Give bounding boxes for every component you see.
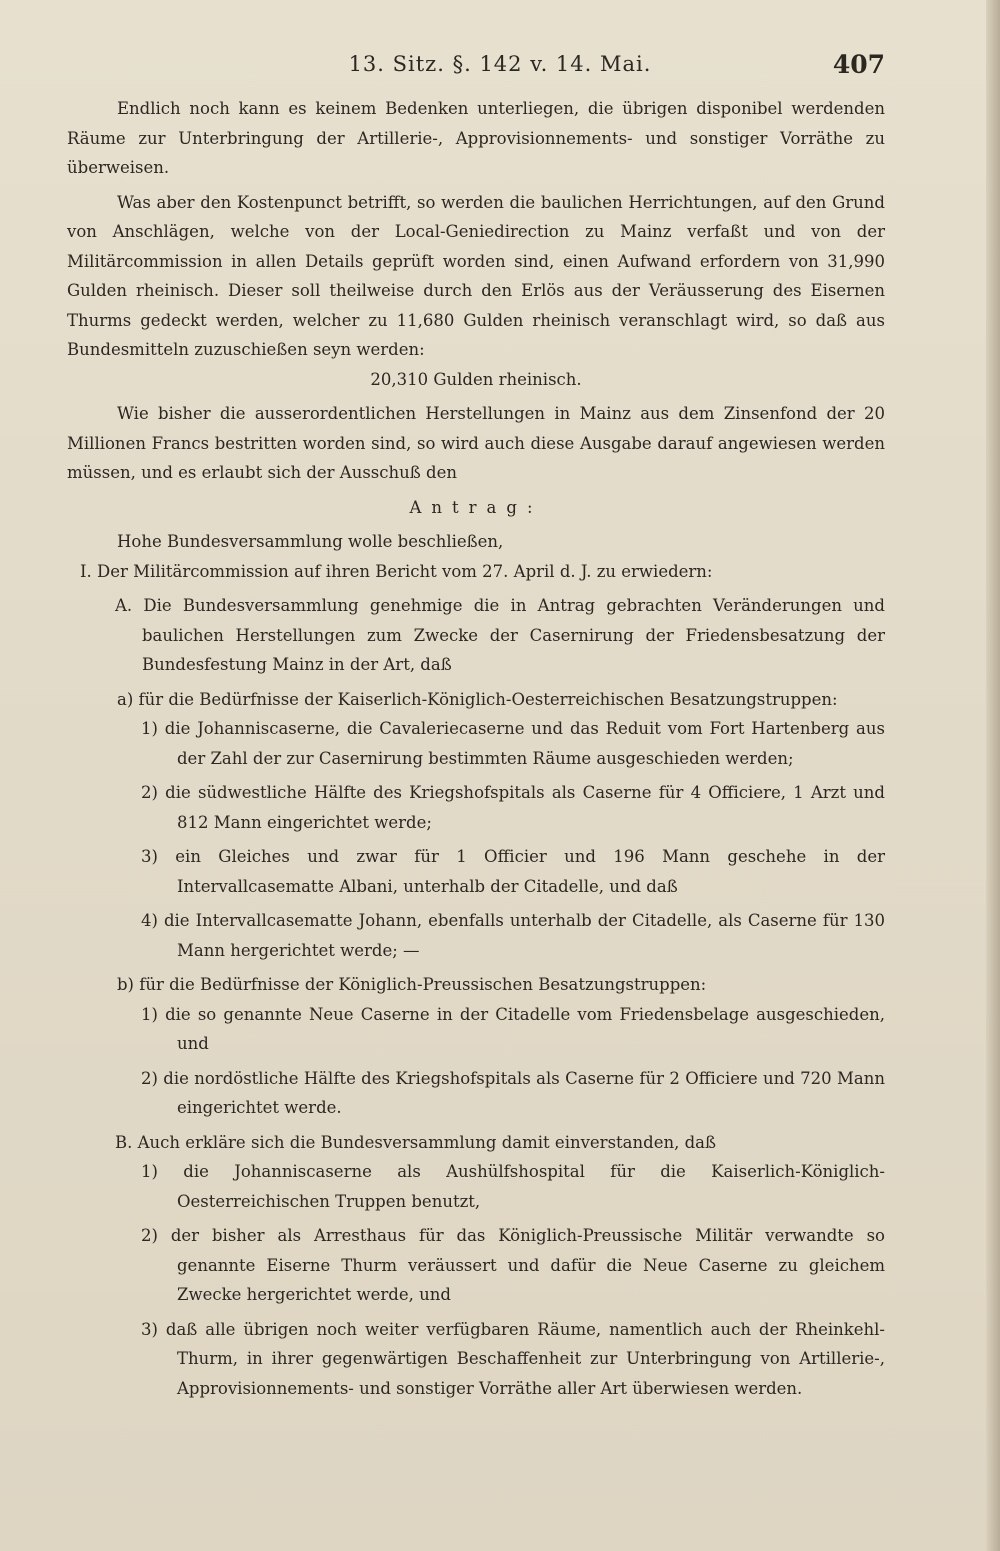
item-B: [67, 1128, 885, 1158]
page-header: [0, 50, 1000, 84]
item-marker: 1): [141, 719, 158, 738]
item-text: Der Militärcommission auf ihren Bericht vom 27. April d. J. zu erwiedern:: [97, 561, 713, 581]
item-text: ein Gleiches und zwar für 1 Officier und 196 Mann geschehe in der Intervallcasematte Albani, unterhalb der Citadelle, und daß: [175, 847, 886, 896]
item-marker: A.: [115, 596, 133, 615]
item-marker: 2): [141, 1226, 158, 1245]
item-B-3: [67, 1315, 885, 1404]
item-I: [67, 557, 885, 587]
item-text: die Johanniscaserne als Aushülfshospital für die Kaiserlich-Königlich-Oesterreichischen Truppen benutzt,: [177, 1162, 885, 1211]
item-marker: 1): [141, 1162, 158, 1181]
running-title: 13. Sitz. §. 142 v. 14. Mai.: [348, 52, 652, 76]
item-B-1: [67, 1157, 885, 1216]
item-marker: 3): [141, 1319, 158, 1339]
item-text: die Intervallcasematte Johann, ebenfalls unterhalb der Citadelle, als Caserne für 130 Mann hergerichtet werde; —: [163, 911, 885, 960]
item-marker: I.: [80, 561, 92, 581]
page-number: 407: [832, 50, 885, 79]
item-text: die so genannte Neue Caserne in der Citadelle vom Friedensbelage ausgeschieden, und: [165, 1004, 885, 1053]
item-a-2: [67, 778, 885, 837]
item-b: [67, 970, 885, 1000]
item-marker: a): [117, 689, 134, 709]
item-text: der bisher als Arresthaus für das Königlich-Preussische Militär verwandte so genannte Eiserne Thurm veräussert und dafür die Neue Caserne zu gleichem Zwecke hergerichtet werde, und: [170, 1226, 885, 1304]
item-b-1: [67, 1000, 885, 1059]
item-text: Auch erkläre sich die Bundesversammlung damit einverstanden, daß: [137, 1132, 716, 1152]
item-marker: B.: [115, 1132, 133, 1152]
item-text: für die Bedürfnisse der Kaiserlich-Königlich-Oesterreichischen Besatzungstruppen:: [138, 689, 838, 709]
item-marker: 4): [141, 911, 158, 930]
item-marker: 2): [141, 783, 158, 802]
paragraph-3: Wie bisher die ausserordentlichen Herstellungen in Mainz aus dem Zinsenfond der 20 Millionen Francs bestritten worden sind, so wird auch diese Ausgabe darauf angewiesen werden müssen, und es erlaubt sich der Ausschuß den: [67, 404, 885, 482]
paragraph-2: Was aber den Kostenpunct betrifft, so werden die baulichen Herrichtungen, auf den Grund von Anschlägen, welche von der Local-Geniedirection zu Mainz verfaßt und von der Militärcommission in allen Details geprüft worden sind, einen Aufwand erfordern von 31,990 Gulden rheinisch. Dieser soll theilweise durch den Erlös aus der Veräusserung des Eisernen Thurms gedeckt werden, welcher zu 11,680 Gulden rheinisch veranschlagt wird, so daß aus Bundesmitteln zuzuschießen seyn werden:: [67, 192, 885, 359]
page-edge: [986, 0, 1000, 1551]
item-text: daß alle übrigen noch weiter verfügbaren Räume, namentlich auch der Rheinkehl-Thurm, in ihrer gegenwärtigen Beschaffenheit zur Unterbringung von Artillerie-, Approvisionnements- und sonstiger Vorräthe aller Art überwiesen werden.: [165, 1319, 886, 1398]
item-b-2: [67, 1064, 885, 1123]
item-a-3: [67, 842, 885, 901]
item-a-4: [67, 906, 885, 965]
item-a: [67, 685, 885, 715]
item-marker: 2): [141, 1068, 158, 1088]
paragraph-1: Endlich noch kann es keinem Bedenken unterliegen, die übrigen disponibel werdenden Räume zur Unterbringung der Artillerie-, Approvisionnements- und sonstiger Vorräthe zu überweisen.: [67, 99, 885, 177]
item-text: die Johanniscaserne, die Cavaleriecaserne und das Reduit vom Fort Hartenberg aus der Zahl der zur Casernirung bestimmten Räume ausgeschieden werden;: [164, 719, 885, 768]
item-marker: 1): [141, 1004, 158, 1024]
item-text: die nordöstliche Hälfte des Kriegshofspitals als Caserne für 2 Officiere und 720 Mann eingerichtet werde.: [163, 1068, 885, 1117]
item-marker: b): [117, 975, 134, 994]
body-text: [67, 94, 885, 1403]
item-text: Die Bundesversammlung genehmige die in Antrag gebrachten Veränderungen und baulichen Herstellungen zum Zwecke der Casernirung der Friedensbesatzung der Bundesfestung Mainz in der Art, daß: [142, 596, 885, 674]
antrag-heading: Antrag:: [409, 497, 543, 517]
resolution-intro: Hohe Bundesversammlung wolle beschließen,: [117, 532, 504, 551]
item-text: für die Bedürfnisse der Königlich-Preussischen Besatzungstruppen:: [139, 975, 707, 994]
item-A: [67, 591, 885, 680]
item-text: die südwestliche Hälfte des Kriegshofspitals als Caserne für 4 Officiere, 1 Arzt und 812 Mann eingerichtet werde;: [165, 783, 885, 832]
amount-line: 20,310 Gulden rheinisch.: [370, 369, 582, 389]
item-a-1: [67, 714, 885, 773]
item-marker: 3): [141, 847, 158, 866]
item-B-2: [67, 1221, 885, 1310]
